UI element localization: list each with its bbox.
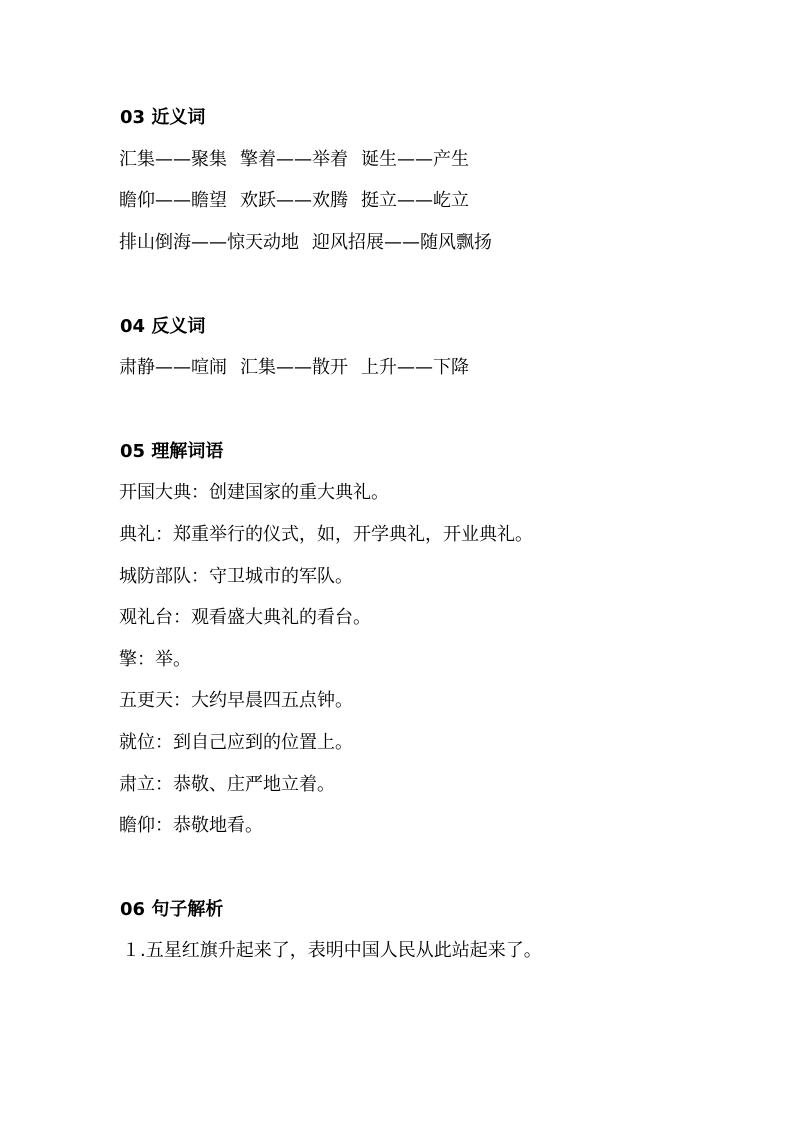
synonyms-row-1: [119, 148, 469, 172]
synonym-pair: 汇集——聚集: [119, 149, 227, 170]
synonym-pair: 欢跃——欢腾: [240, 190, 348, 211]
vocabulary-item: 典礼：郑重举行的仪式，如，开学典礼，开业典礼。: [119, 524, 533, 545]
vocabulary-item: 开国大典：创建国家的重大典礼。: [119, 482, 389, 503]
antonym-pair: 汇集——散开: [240, 357, 348, 378]
sentence-item: １.五星红旗升起来了，表明中国人民从此站起来了。: [122, 940, 542, 961]
vocabulary-item: 观礼台：观看盛大典礼的看台。: [119, 607, 371, 628]
synonyms-row-3: [119, 231, 492, 255]
vocabulary-item: 擎：举。: [119, 649, 191, 670]
antonyms-heading: 04 反义词: [120, 316, 206, 337]
sentences-heading: 06 句子解析: [120, 899, 224, 920]
vocabulary-item: 瞻仰：恭敬地看。: [119, 815, 263, 836]
synonym-pair: 迎风招展——随风飘扬: [312, 232, 492, 253]
synonym-pair: 排山倒海——惊天动地: [119, 232, 299, 253]
vocabulary-item: 五更天：大约早晨四五点钟。: [119, 690, 353, 711]
synonym-pair: 诞生——产生: [361, 149, 469, 170]
synonym-pair: 瞻仰——瞻望: [119, 190, 227, 211]
synonyms-heading: 03 近义词: [120, 107, 206, 128]
vocabulary-item: 肃立：恭敬、庄严地立着。: [119, 774, 335, 795]
antonym-pair: 上升——下降: [361, 357, 469, 378]
antonyms-row-1: [119, 356, 469, 380]
vocabulary-heading: 05 理解词语: [120, 441, 224, 462]
synonyms-row-2: [119, 189, 469, 213]
vocabulary-item: 就位：到自己应到的位置上。: [119, 732, 353, 753]
synonym-pair: 挺立——屹立: [361, 190, 469, 211]
synonym-pair: 擎着——举着: [240, 149, 348, 170]
vocabulary-item: 城防部队：守卫城市的军队。: [119, 566, 353, 587]
antonym-pair: 肃静——喧闹: [119, 357, 227, 378]
